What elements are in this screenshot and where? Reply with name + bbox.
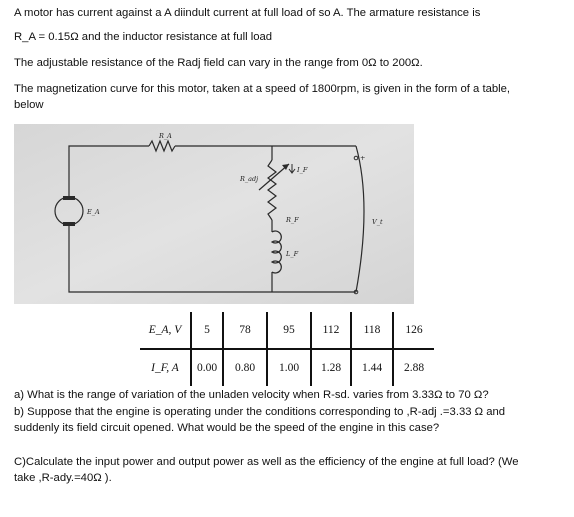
- table-cell: 1.28: [311, 349, 351, 386]
- table-row-ea: [140, 312, 434, 349]
- table-cell: 112: [311, 312, 351, 349]
- problem-line-3: The adjustable resistance of the Radj field can vary in the range from 0Ω to 200Ω.: [14, 57, 423, 69]
- table-cell: 1.00: [267, 349, 311, 386]
- table-cell: 0.80: [223, 349, 267, 386]
- label-ra: R_A: [159, 132, 172, 140]
- label-ea: E_A: [87, 208, 100, 216]
- question-c-line-1: C)Calculate the input power and output power as well as the efficiency of the engine at full load? (We: [14, 456, 519, 468]
- table-header-if: I_F, A: [151, 362, 179, 374]
- table-cell: 95: [267, 312, 311, 349]
- question-b-line-1: b) Suppose that the engine is operating under the conditions corresponding to ,R-adj .=3.33 Ω and: [14, 406, 506, 418]
- problem-line-2: R_A = 0.15Ω and the inductor resistance at full load: [14, 31, 273, 43]
- table-cell: 5: [191, 312, 223, 349]
- diagram-background: [14, 124, 414, 304]
- label-rf: R_F: [286, 216, 299, 224]
- table-row-if: [140, 349, 434, 386]
- table-cell: 2.88: [393, 349, 434, 386]
- question-c-line-2: take ,R-ady.=40Ω ).: [14, 472, 112, 484]
- label-lf: L_F: [286, 250, 299, 258]
- label-radj: R_adj: [240, 175, 259, 183]
- brush-bottom: [63, 222, 75, 226]
- question-a: a) What is the range of variation of the unladen velocity when R-sd. varies from 3.33Ω to 70 Ω?: [14, 389, 489, 401]
- problem-line-5: below: [14, 99, 44, 111]
- question-b-line-2: suddenly its field circuit opened. What would be the speed of the engine in this case?: [14, 422, 440, 434]
- table-cell: 78: [223, 312, 267, 349]
- label-plus: +: [360, 154, 366, 162]
- table-cell: 126: [393, 312, 434, 349]
- label-vt: V_t: [372, 218, 383, 226]
- label-if: I_F: [297, 166, 308, 174]
- table-header-ea: E_A, V: [140, 312, 191, 349]
- problem-line-4: The magnetization curve for this motor, taken at a speed of 1800rpm, is given in the form of a table,: [14, 83, 511, 95]
- table-cell: 118: [351, 312, 393, 349]
- dc-motor-circuit-diagram: [14, 124, 414, 304]
- problem-line-1: A motor has current against a A diindult current at full load of so A. The armature resistance is: [14, 7, 481, 19]
- table-cell: 0.00: [191, 349, 223, 386]
- table-cell: 1.44: [351, 349, 393, 386]
- brush-top: [63, 196, 75, 200]
- magnetization-table: [140, 312, 434, 386]
